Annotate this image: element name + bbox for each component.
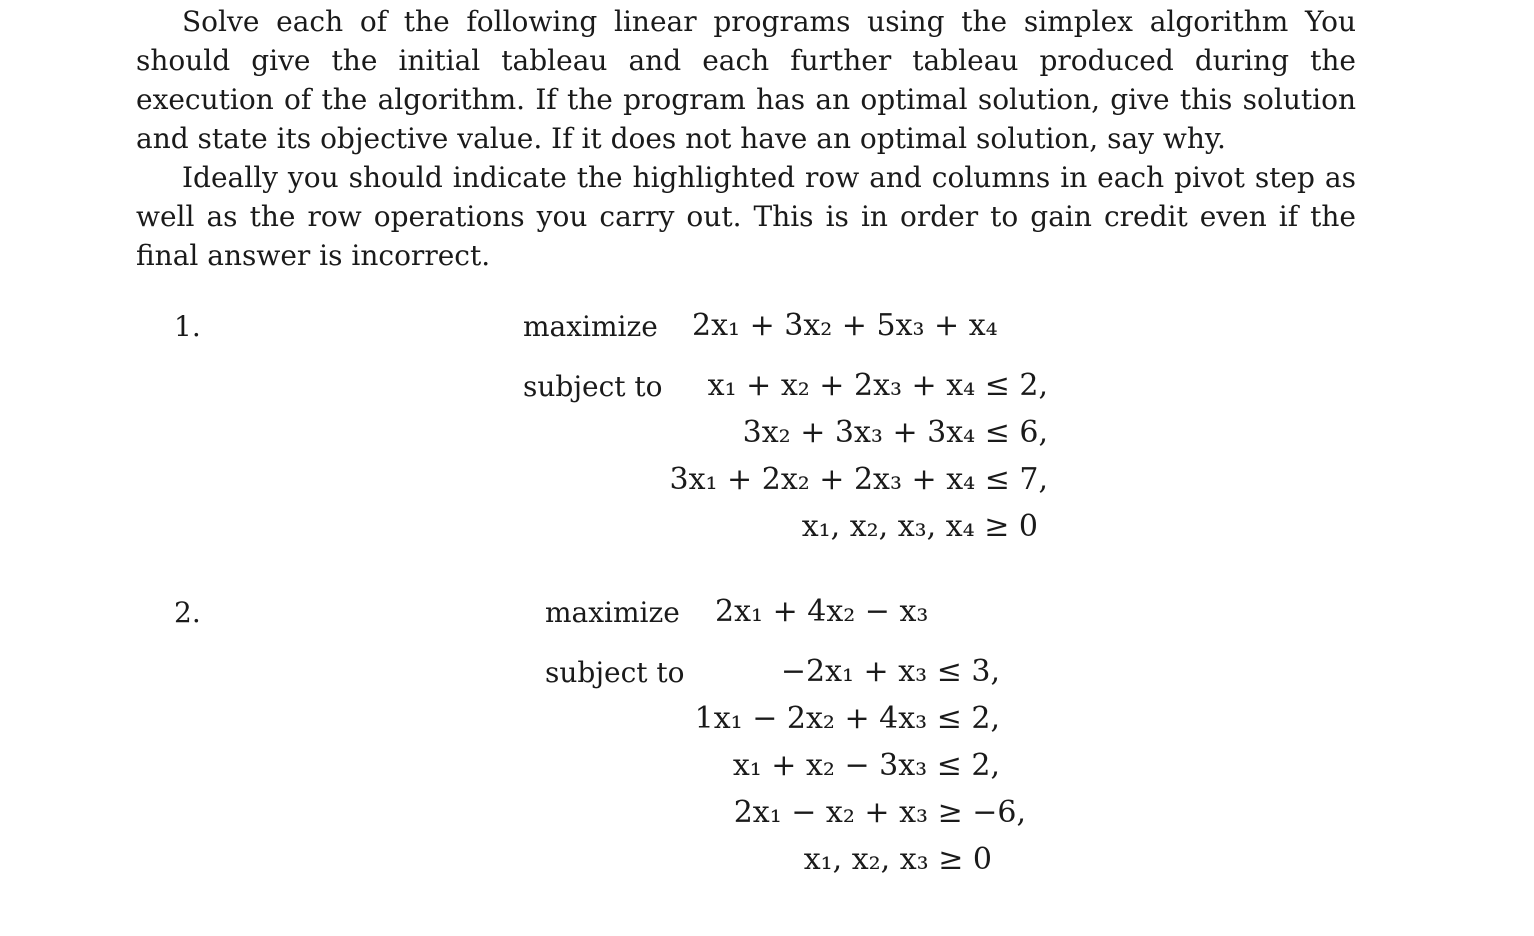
problem-1-constraint-1: x₁ + x₂ + 2x₃ + x₄ ≤ 2, [707, 368, 1048, 403]
problem-2-constraint-3: x₁ + x₂ − 3x₃ ≤ 2, [732, 748, 1000, 783]
instructions-paragraph-1: Solve each of the following linear programs using the simplex algorithm You should give the initial tableau and each further tableau produced during the execution of the algorithm. If the program has an optimal solution, give this solution and state its objective value. If it does not have an optimal solution, say why. [136, 5, 1356, 155]
problem-1-number: 1. [174, 310, 201, 343]
instructions [136, 2, 1356, 275]
problem-1-subject-to-label: subject to [523, 370, 663, 403]
problem-2-constraint-4: 2x₁ − x₂ + x₃ ≥ −6, [733, 795, 1026, 830]
problem-2-objective: 2x₁ + 4x₂ − x₃ [715, 594, 929, 629]
problem-2-constraint-2: 1x₁ − 2x₂ + 4x₃ ≤ 2, [694, 701, 1000, 736]
problem-1-maximize-label: maximize [523, 310, 658, 343]
problem-2-number: 2. [174, 596, 201, 629]
problem-2-nonnegativity: x₁, x₂, x₃ ≥ 0 [803, 842, 992, 877]
problem-1-nonnegativity: x₁, x₂, x₃, x₄ ≥ 0 [801, 509, 1038, 544]
problem-2-maximize-label: maximize [545, 596, 680, 629]
instructions-paragraph-2: Ideally you should indicate the highlighted row and columns in each pivot step as well as the row operations you carry out. This is in order to gain credit even if the final answer is incorrect. [136, 161, 1356, 272]
problem-2-subject-to-label: subject to [545, 656, 685, 689]
problem-1-objective: 2x₁ + 3x₂ + 5x₃ + x₄ [692, 308, 998, 343]
problem-2-constraint-1: −2x₁ + x₃ ≤ 3, [780, 654, 1000, 689]
problem-1-constraint-2: 3x₂ + 3x₃ + 3x₄ ≤ 6, [742, 415, 1048, 450]
problem-1-constraint-3: 3x₁ + 2x₂ + 2x₃ + x₄ ≤ 7, [669, 462, 1048, 497]
